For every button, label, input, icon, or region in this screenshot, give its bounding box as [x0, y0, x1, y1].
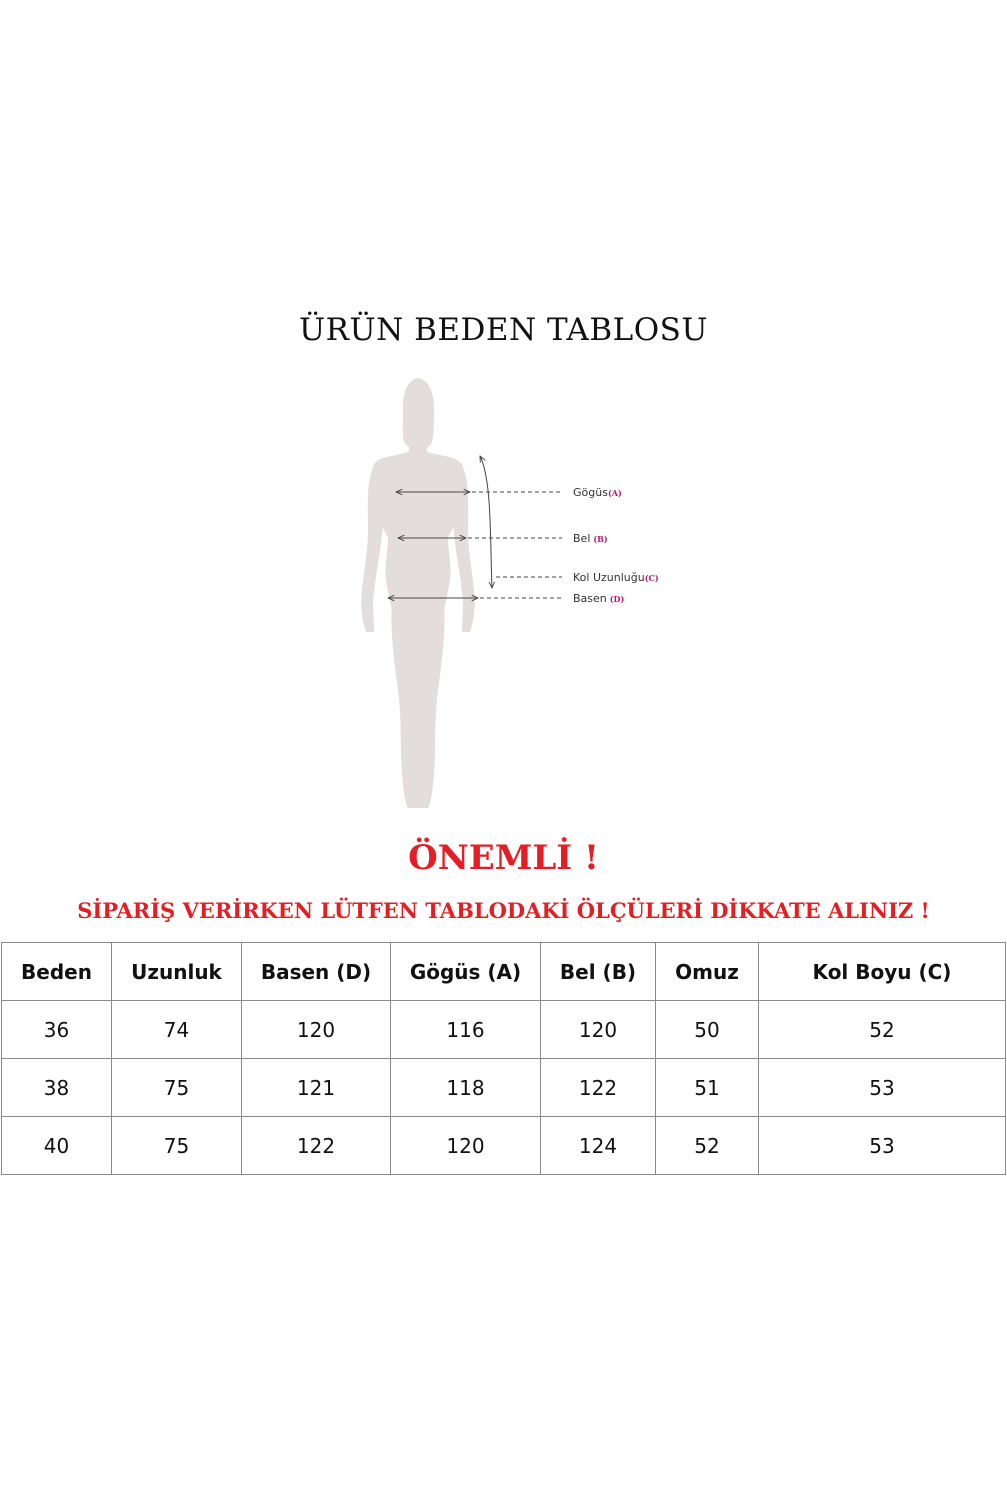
page-title: ÜRÜN BEDEN TABLOSU: [299, 312, 708, 348]
table-cell: 53: [759, 1117, 1006, 1175]
table-row: [2, 1117, 1006, 1175]
header-uzunluk: Uzunluk: [112, 943, 242, 1001]
code-b: (B): [593, 534, 608, 544]
svg-text:Kol Uzunluğu(C): [573, 571, 659, 584]
header-kol-boyu: Kol Boyu (C): [759, 943, 1006, 1001]
header-basen: Basen (D): [242, 943, 391, 1001]
label-kol-uzunlugu: Kol Uzunluğu: [573, 571, 645, 584]
svg-text:Basen(D): [573, 592, 624, 605]
table-cell: 124: [541, 1117, 656, 1175]
table-cell: 122: [242, 1117, 391, 1175]
table-cell: 52: [759, 1001, 1006, 1059]
important-message: SİPARİŞ VERİRKEN LÜTFEN TABLODAKİ ÖLÇÜLERİ DİKKATE ALINIZ !: [77, 898, 930, 923]
table-cell: 116: [391, 1001, 541, 1059]
label-gogus: Gögüs: [573, 486, 608, 499]
body-measurement-diagram: [340, 370, 700, 815]
table-cell: 74: [112, 1001, 242, 1059]
svg-text:Bel(B): [573, 532, 608, 545]
legend-labels: [573, 486, 659, 605]
header-omuz: Omuz: [656, 943, 759, 1001]
table-row: [2, 1059, 1006, 1117]
table-header-row: [2, 943, 1006, 1001]
table-cell: 38: [2, 1059, 112, 1117]
table-cell: 120: [391, 1117, 541, 1175]
woman-silhouette: [361, 378, 475, 808]
label-basen: Basen: [573, 592, 607, 605]
size-table: [1, 942, 1006, 1175]
table-cell: 118: [391, 1059, 541, 1117]
code-c: (C): [644, 573, 659, 583]
table-cell: 52: [656, 1117, 759, 1175]
code-d: (D): [609, 594, 625, 604]
table-cell: 50: [656, 1001, 759, 1059]
svg-text:Gögüs(A): [573, 486, 622, 499]
table-cell: 120: [242, 1001, 391, 1059]
header-bel: Bel (B): [541, 943, 656, 1001]
label-bel: Bel: [573, 532, 591, 545]
table-row: [2, 1001, 1006, 1059]
code-a: (A): [607, 488, 622, 498]
table-cell: 120: [541, 1001, 656, 1059]
leader-lines: [468, 492, 562, 598]
table-cell: 122: [541, 1059, 656, 1117]
table-cell: 75: [112, 1117, 242, 1175]
header-gogus: Gögüs (A): [391, 943, 541, 1001]
table-cell: 53: [759, 1059, 1006, 1117]
table-cell: 75: [112, 1059, 242, 1117]
header-beden: Beden: [2, 943, 112, 1001]
table-cell: 51: [656, 1059, 759, 1117]
table-cell: 36: [2, 1001, 112, 1059]
table-cell: 121: [242, 1059, 391, 1117]
table-cell: 40: [2, 1117, 112, 1175]
important-heading: ÖNEMLİ !: [408, 838, 599, 878]
